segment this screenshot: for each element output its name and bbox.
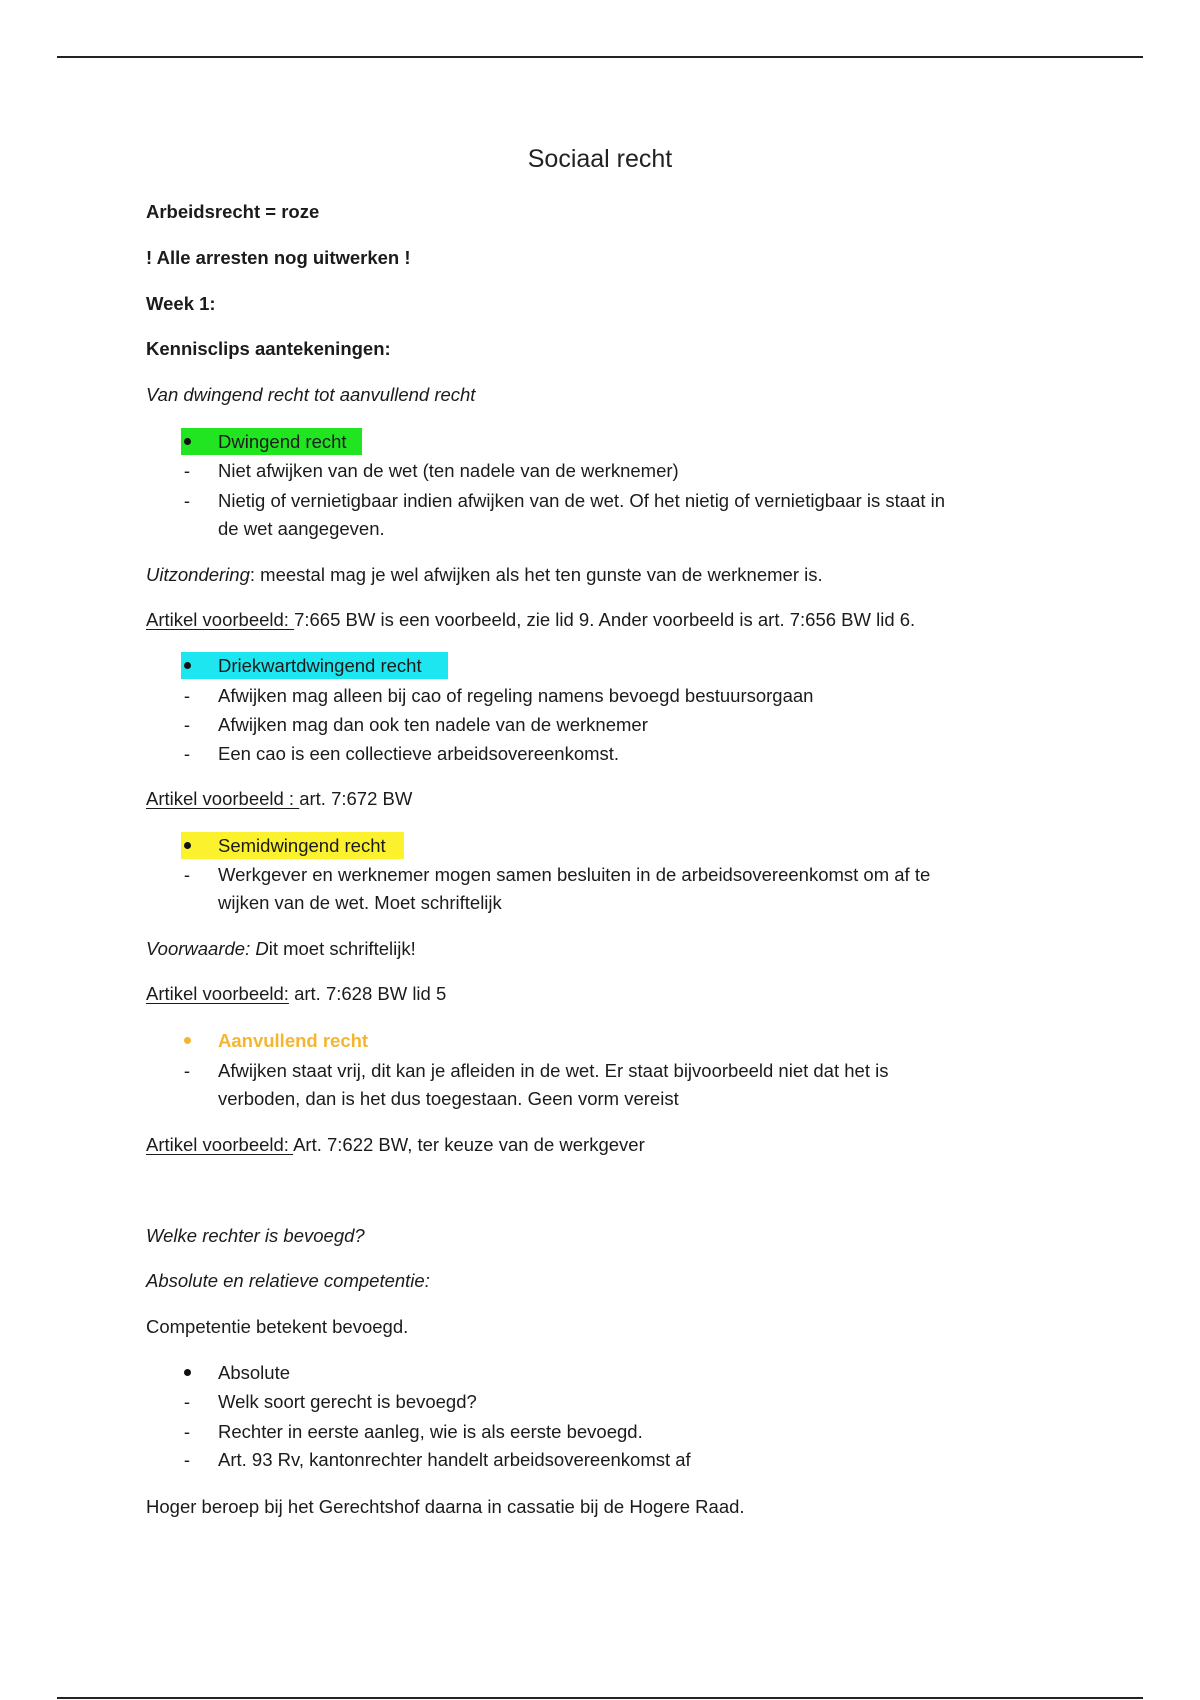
bullet-icon [184, 1037, 191, 1044]
dash-icon: - [183, 1391, 191, 1412]
dash-icon: - [183, 714, 191, 735]
line-subtitle: Van dwingend recht tot aanvullend recht [146, 384, 476, 405]
line-arresten: ! Alle arresten nog uitwerken ! [146, 247, 411, 268]
dash-icon: - [183, 1060, 191, 1081]
line-artikel-voorbeeld-4: Artikel voorbeeld: Art. 7:622 BW, ter keuze van de werkgever [146, 1134, 645, 1155]
line-arbeidsrecht: Arbeidsrecht = roze [146, 201, 320, 222]
dash-icon: - [183, 743, 191, 764]
line-voorwaarde: Voorwaarde: Dit moet schriftelijk! [146, 938, 416, 959]
dash-icon: - [183, 685, 191, 706]
bullet-label: Driekwartdwingend recht [218, 655, 422, 676]
footer-rule [57, 1697, 1143, 1699]
bullet-label: Semidwingend recht [218, 835, 386, 856]
bullet-icon [184, 842, 191, 849]
line-artikel-voorbeeld-2: Artikel voorbeeld : art. 7:672 BW [146, 788, 413, 809]
bullet-label: Dwingend recht [218, 431, 347, 452]
dash-icon: - [183, 864, 191, 885]
line-uitzondering: Uitzondering: meestal mag je wel afwijken als het ten gunste van de werknemer is. [146, 564, 823, 585]
line-question-competentie: Absolute en relatieve competentie: [146, 1270, 430, 1291]
dash-icon: - [183, 1449, 191, 1470]
bullet-icon [184, 438, 191, 445]
line-closing: Hoger beroep bij het Gerechtshof daarna in cassatie bij de Hogere Raad. [146, 1496, 745, 1517]
bullet-label: Absolute [218, 1362, 290, 1383]
line-definition: Competentie betekent bevoegd. [146, 1316, 409, 1337]
line-kennisclips: Kennisclips aantekeningen: [146, 338, 391, 359]
bullet-label: Aanvullend recht [218, 1030, 369, 1051]
dash-icon: - [183, 460, 191, 481]
document-title: Sociaal recht [527, 145, 673, 173]
line-artikel-voorbeeld-1: Artikel voorbeeld: 7:665 BW is een voorbeeld, zie lid 9. Ander voorbeeld is art. 7:656 BW lid 6. [146, 609, 916, 630]
bullet-icon [184, 1369, 191, 1376]
bullet-icon [184, 662, 191, 669]
dash-icon: - [183, 490, 191, 511]
dash-icon: - [183, 1421, 191, 1442]
line-week: Week 1: [146, 293, 216, 314]
header-rule [57, 56, 1143, 58]
line-artikel-voorbeeld-3: Artikel voorbeeld: art. 7:628 BW lid 5 [146, 983, 447, 1004]
line-question-rechter: Welke rechter is bevoegd? [146, 1225, 365, 1246]
